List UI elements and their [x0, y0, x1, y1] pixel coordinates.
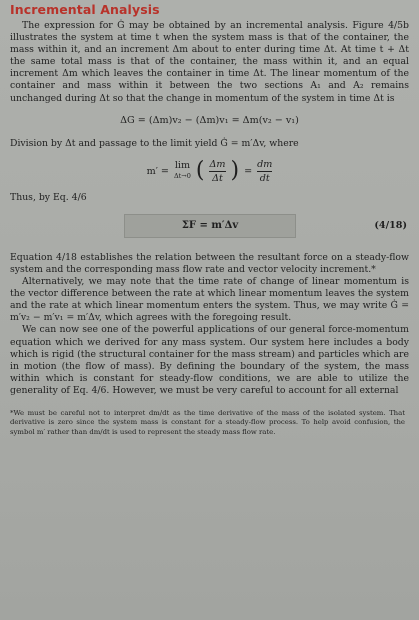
equation-momentum-change: ΔG = (Δm)v₂ − (Δm)v₁ = Δm(v₂ − v₁): [120, 114, 299, 126]
boxed-equation: ΣF = m′Δv: [124, 214, 296, 238]
derivative-numerator: dm: [257, 158, 273, 170]
equation-mass-flow-rate: [10, 159, 409, 184]
fraction-numerator: Δm: [209, 158, 226, 170]
paragraph-applications: We can now see one of the powerful applications of our general force-momentum equation which we derived for any mass system. Our system here includes a body which is rigid (the structural container for the mass stream) and particles which are in motion (the flow of mass). By defining the boundary of the system, the mass within which is constant for steady-flow conditions, we are able to utilize the generality of Eq. 4/6. However, we must be very careful to account for all external: [10, 324, 409, 396]
limit-subscript: Δt→0: [173, 172, 191, 181]
boxed-equation-row: [10, 214, 409, 240]
fraction-denominator: Δt: [212, 172, 223, 184]
paragraph-thus: Thus, by Eq. 4/6: [10, 191, 87, 203]
limit-word: lim: [174, 160, 191, 172]
paragraph-alternative: Alternatively, we may note that the time rate of change of linear momentum is the vector difference between the rate at which linear momentum leaves the system and the rate at which linear momentum enters the system. Thus, we may write Ġ = m′v₂ − m′v₁ = m′Δv, which agrees with the foregoing result.: [10, 276, 409, 324]
paragraph-division: Division by Δt and passage to the limit yield Ġ = m′Δv, where: [10, 137, 299, 149]
right-paren: ): [230, 158, 240, 184]
delta-fraction: [209, 159, 225, 184]
equation-number: (4/18): [374, 219, 407, 231]
derivative-bar: [257, 171, 272, 172]
derivative-denominator: dt: [259, 172, 270, 184]
footnote: *We must be careful not to interpret dm/dt as the time derivative of the mass of the isolated system. That derivative is zero since the system mass is constant for a steady-flow process. To help avoid confusion, the symbol m′ rather than dm/dt is used to represent the steady mass flow rate.: [10, 408, 405, 436]
eq-lhs: m′ =: [146, 165, 169, 177]
left-paren: (: [195, 158, 205, 184]
paragraph-eq-meaning: Equation 4/18 establishes the relation between the resultant force on a steady-flow system and the corresponding mass flow rate and vector velocity increment.*: [10, 251, 409, 275]
fraction-bar: [209, 171, 225, 172]
section-title: Incremental Analysis: [10, 2, 160, 17]
derivative-fraction: [257, 159, 272, 184]
paragraph-incremental-intro: The expression for Ġ may be obtained by an incremental analysis. Figure 4/5b illustrates the system at time t when the system mass is that of the container, the mass within it, and an increment Δm about to enter during time Δt. At time t + Δt the same total mass is that of the container, the mass within it, and an equal increment Δm which leaves the container in time Δt. The linear momentum of the container and mass within it between the two sections A₁ and A₂ remains unchanged during Δt so that the change in momentum of the system in time Δt is: [10, 20, 409, 104]
eq-equals: =: [244, 165, 253, 177]
limit-operator: [174, 161, 191, 181]
